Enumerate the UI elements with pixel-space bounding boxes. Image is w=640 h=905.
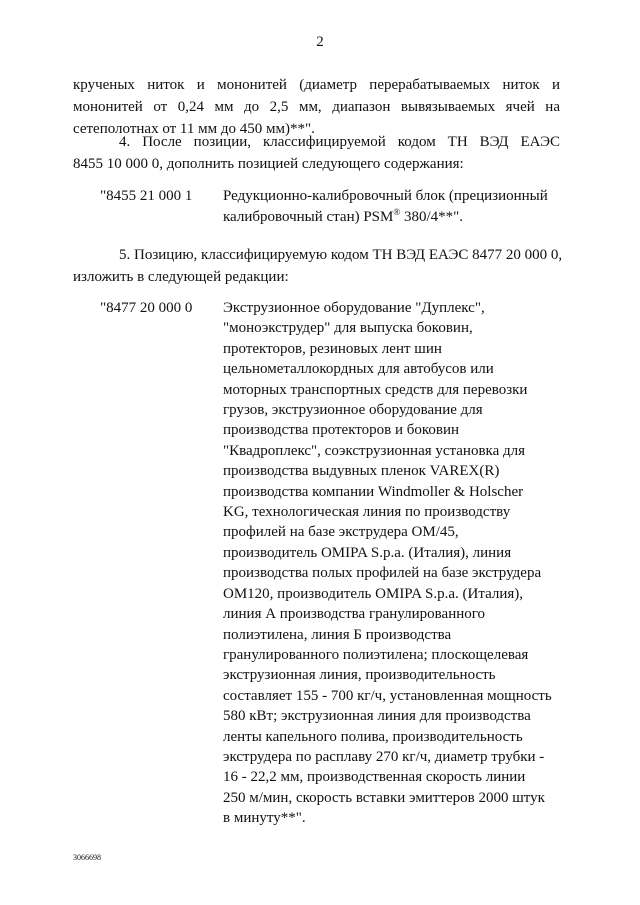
text-line: KG, технологическая линия по производству	[223, 504, 511, 521]
text-line: полиэтилена, линия Б производства	[223, 626, 452, 643]
text-line: OM120, производитель OMIPA S.p.a. (Италия),	[223, 585, 524, 602]
text-line: линия А производства гранулированного	[223, 606, 486, 623]
paragraph-item-5	[73, 244, 563, 288]
text-line: моторных транспортных средств для перевозки	[223, 381, 528, 398]
text-line: цельнометаллокордных для автобусов или	[223, 361, 494, 378]
text-line: экструзионная линия, производительность	[223, 667, 496, 684]
text-line: сетеполотнах от 11 мм до 450 мм)**".	[73, 121, 315, 137]
text-line: Экструзионное оборудование "Дуплекс",	[223, 300, 485, 316]
text-line: составляет 155 - 700 кг/ч, установленная мощность	[223, 687, 552, 704]
text-line: Редукционно-калибровочный блок (прецизионный	[223, 188, 548, 204]
text-line: производства выдувных пленок VAREX(R)	[223, 463, 500, 480]
text-line: 580 кВт; экструзионная линия для производства	[223, 708, 531, 725]
registered-mark: ®	[393, 207, 401, 217]
text-line: 8455 10 000 0, дополнить позицией следующего содержания:	[73, 156, 464, 172]
text-fragment: 380/4**".	[400, 209, 464, 225]
text-line	[223, 207, 563, 228]
text-line: гранулированного полиэтилена; плоскощелевая	[223, 646, 529, 663]
paragraph-item-4	[73, 131, 560, 175]
code-description	[223, 186, 563, 228]
text-line: 250 м/мин, скорость вставки эмиттеров 2000 штук	[223, 789, 545, 806]
text-line: в минуту**".	[223, 810, 306, 827]
text-line: протекторов, резиновых лент шин	[223, 340, 442, 357]
text-line: 5. Позицию, классифицируемую кодом ТН ВЭД ЕАЭС 8477 20 000 0,	[119, 247, 563, 263]
code-description	[223, 298, 563, 829]
text-line: изложить в следующей редакции:	[73, 269, 289, 285]
text-line: 16 - 22,2 мм, производственная скорость линии	[223, 769, 526, 786]
text-line: профилей на базе экструдера OM/45,	[223, 524, 459, 541]
text-line: крученых ниток и мононитей (диаметр перерабатываемых ниток и	[73, 77, 560, 93]
text-line: экструдера по расплаву 270 кг/ч, диаметр трубки -	[223, 748, 545, 765]
tnved-code: "8477 20 000 0	[100, 300, 193, 316]
text-line: производства полых профилей на базе экструдера	[223, 565, 542, 582]
page-number: 2	[316, 34, 324, 50]
text-fragment: калибровочный стан) PSM	[223, 209, 394, 225]
text-line: производства протекторов и боковин	[223, 422, 460, 439]
text-line: "моноэкструдер" для выпуска боковин,	[223, 320, 473, 337]
text-line: производитель OMIPA S.p.a. (Италия), линия	[223, 544, 512, 561]
text-line: "Квадроплекс", соэкструзионная установка для	[223, 442, 526, 459]
tnved-code: "8455 21 000 1	[100, 188, 193, 204]
text-line: грузов, экструзионное оборудование для	[223, 402, 483, 419]
document-footer-code: 3066698	[73, 853, 101, 862]
text-line: 4. После позиции, классифицируемой кодом ТН ВЭД ЕАЭС	[119, 134, 560, 150]
text-line: ленты капельного полива, производительность	[223, 728, 523, 745]
text-line: мононитей от 0,24 мм до 2,5 мм, диапазон вывязываемых ячей на	[73, 99, 560, 115]
text-line: производства компании Windmoller & Holscher	[223, 483, 524, 500]
